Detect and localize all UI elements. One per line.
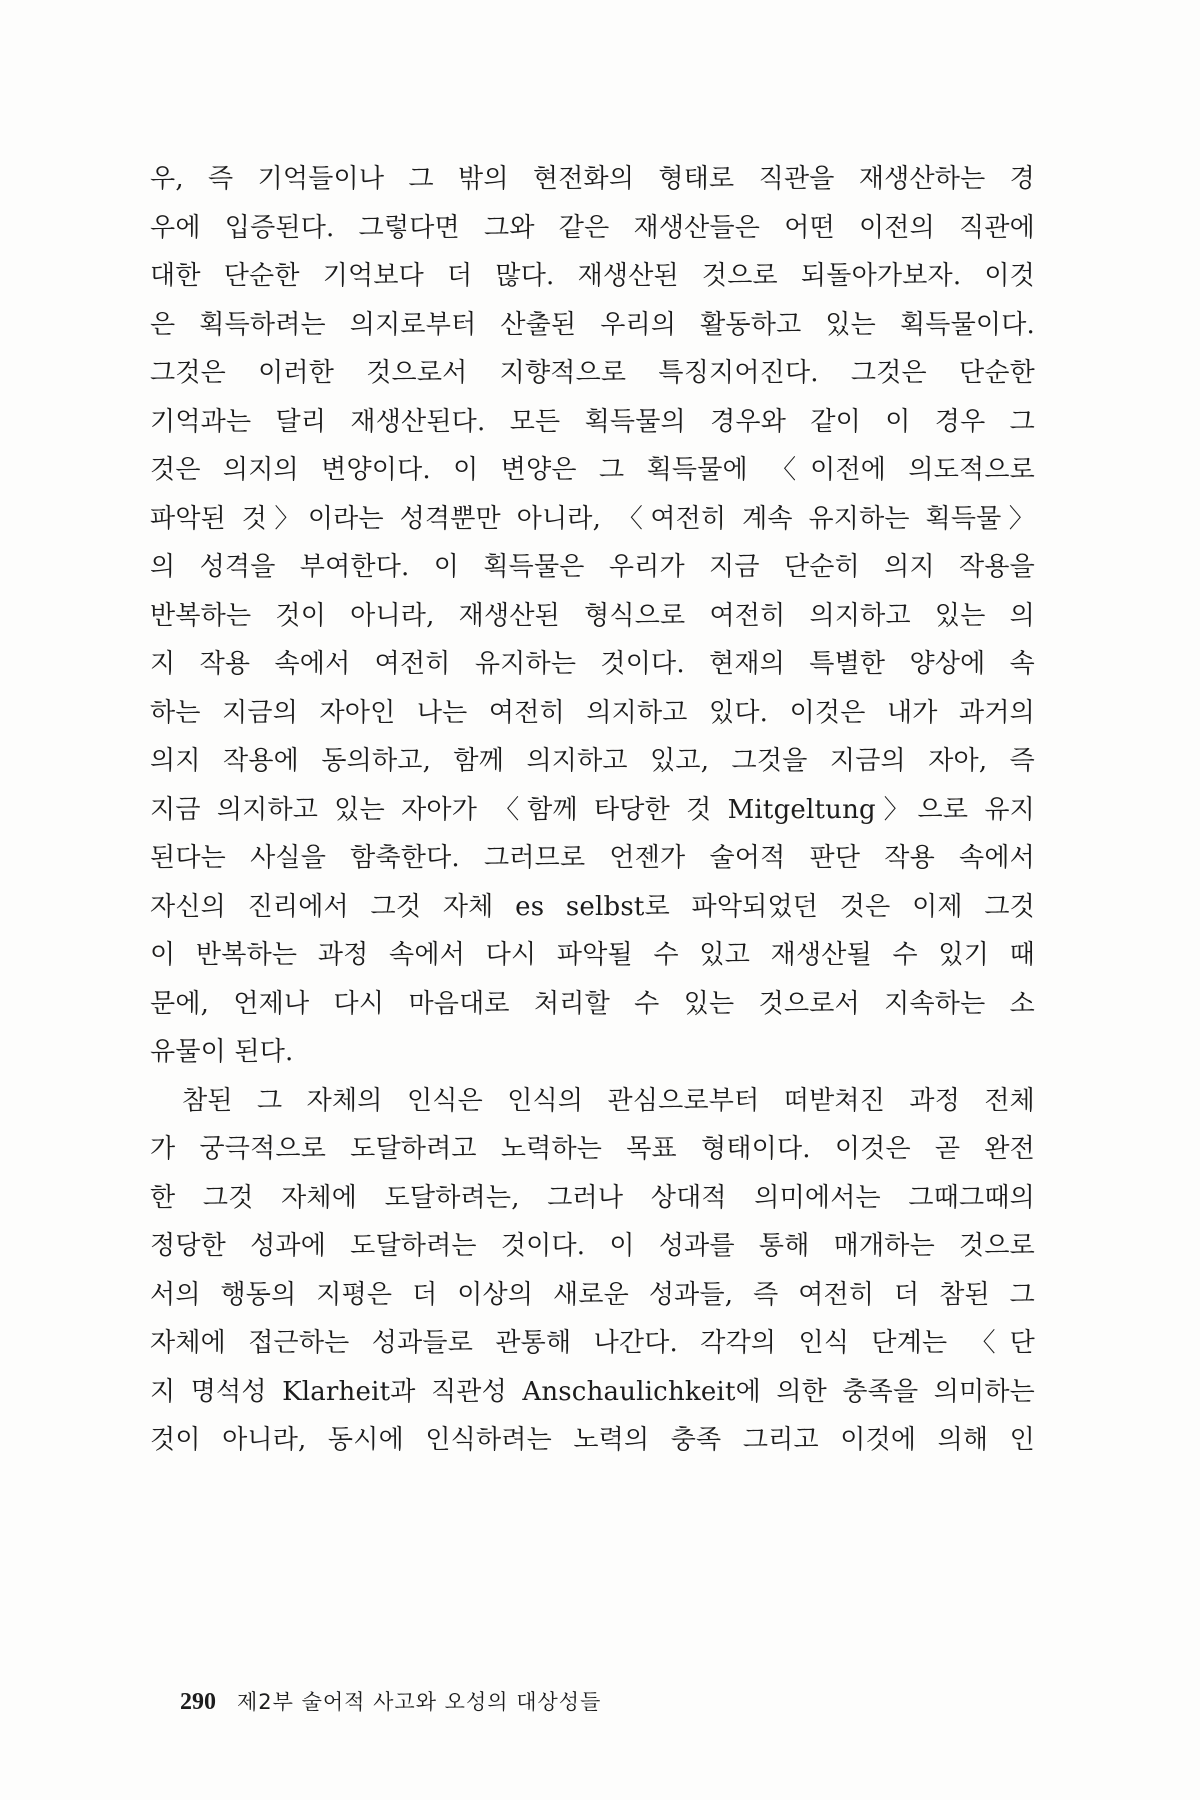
text-line: 가 궁극적으로 도달하려고 노력하는 목표 형태이다. 이것은 곧 완전 <box>150 1134 1035 1164</box>
text-line: 유물이 된다. <box>150 1037 294 1067</box>
paragraph-2 <box>150 1077 1035 1465</box>
text-line: 파악된 것〉이라는 성격뿐만 아니라, 〈여전히 계속 유지하는 획득물〉 <box>150 503 1035 534</box>
text-line: 것은 의지의 변양이다. 이 변양은 그 획득물에 〈이전에 의도적으로 <box>150 455 1035 485</box>
text-line: 한 그것 자체에 도달하려는, 그러나 상대적 의미에서는 그때그때의 <box>150 1182 1035 1213</box>
text-line: 그것은 이러한 것으로서 지향적으로 특징지어진다. 그것은 단순한 <box>150 358 1035 388</box>
page-footer <box>180 1686 601 1716</box>
text-line: 참된 그 자체의 인식은 인식의 관심으로부터 떠받쳐진 과정 전체 <box>182 1085 1035 1116</box>
text-line: 문에, 언제나 다시 마음대로 처리할 수 있는 것으로서 지속하는 소 <box>150 988 1035 1019</box>
text-line: 것이 아니라, 동시에 인식하려는 노력의 충족 그리고 이것에 의해 인 <box>150 1425 1035 1455</box>
text-line: 지 명석성 Klarheit과 직관성 Anschaulichkeit에 의한 충족을 의미하는 <box>150 1376 1035 1407</box>
text-line: 자신의 진리에서 그것 자체 es selbst로 파악되었던 것은 이제 그것 <box>150 891 1035 922</box>
text-line: 서의 행동의 지평은 더 이상의 새로운 성과들, 즉 여전히 더 참된 그 <box>150 1279 1035 1310</box>
body-text <box>150 155 1035 1465</box>
text-line: 지 작용 속에서 여전히 유지하는 것이다. 현재의 특별한 양상에 속 <box>150 649 1035 679</box>
text-line: 이 반복하는 과정 속에서 다시 파악될 수 있고 재생산될 수 있기 때 <box>150 940 1035 970</box>
text-line: 반복하는 것이 아니라, 재생산된 형식으로 여전히 의지하고 있는 의 <box>150 600 1035 631</box>
text-line: 하는 지금의 자아인 나는 여전히 의지하고 있다. 이것은 내가 과거의 <box>150 697 1035 728</box>
text-line: 지금 의지하고 있는 자아가 〈함께 타당한 것 Mitgeltung〉으로 유지 <box>150 794 1035 825</box>
text-line: 된다는 사실을 함축한다. 그러므로 언젠가 술어적 판단 작용 속에서 <box>150 843 1035 873</box>
running-head: 제2부 술어적 사고와 오성의 대상성들 <box>237 1690 602 1714</box>
text-line: 은 획득하려는 의지로부터 산출된 우리의 활동하고 있는 획득물이다. <box>150 309 1035 340</box>
text-line: 자체에 접근하는 성과들로 관통해 나간다. 각각의 인식 단계는 〈단 <box>150 1328 1035 1358</box>
text-line: 우에 입증된다. 그렇다면 그와 같은 재생산들은 어떤 이전의 직관에 <box>150 212 1035 243</box>
page-number: 290 <box>180 1689 216 1715</box>
text-line: 대한 단순한 기억보다 더 많다. 재생산된 것으로 되돌아가보자. 이것 <box>150 261 1035 291</box>
text-line: 의지 작용에 동의하고, 함께 의지하고 있고, 그것을 지금의 자아, 즉 <box>150 746 1035 776</box>
text-line: 의 성격을 부여한다. 이 획득물은 우리가 지금 단순히 의지 작용을 <box>150 552 1035 582</box>
text-line: 우, 즉 기억들이나 그 밖의 현전화의 형태로 직관을 재생산하는 경 <box>150 164 1035 194</box>
text-line: 기억과는 달리 재생산된다. 모든 획득물의 경우와 같이 이 경우 그 <box>150 406 1035 437</box>
text-line: 정당한 성과에 도달하려는 것이다. 이 성과를 통해 매개하는 것으로 <box>150 1231 1035 1261</box>
paragraph-1 <box>150 155 1035 1077</box>
